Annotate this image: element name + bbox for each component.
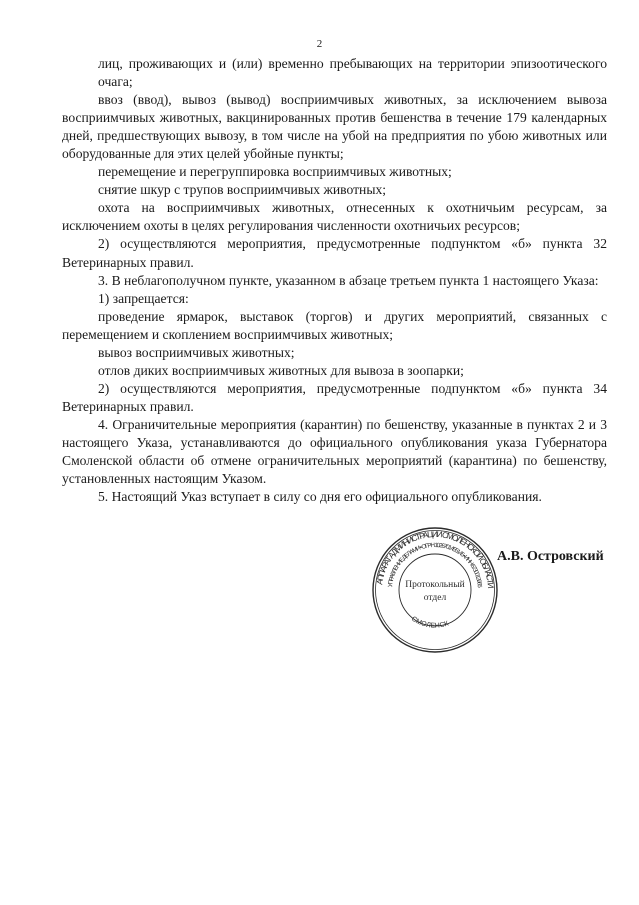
paragraph: 2) осуществляются мероприятия, предусмотренные подпунктом «б» пункта 32 Ветеринарных правил. bbox=[62, 236, 607, 270]
paragraph: 2) осуществляются мероприятия, предусмотренные подпунктом «б» пункта 34 Ветеринарных правил. bbox=[62, 380, 607, 414]
paragraph: 4. Ограничительные мероприятия (карантин) по бешенству, указанные в пунктах 2 и 3 настоящего Указа, устанавливаются до официального опубликования указа Губернатора Смоленской области об отмене ограничительных мероприятий (карантина) по бешенству, установленных настоящим Указом. bbox=[62, 416, 607, 487]
paragraph: лиц, проживающих и (или) временно пребывающих на территории эпизоотического очага; bbox=[98, 56, 607, 90]
official-stamp bbox=[370, 525, 500, 655]
stamp-center-line2: отдел bbox=[423, 593, 447, 603]
paragraph: перемещение и перегруппировка восприимчивых животных; bbox=[98, 164, 452, 180]
paragraph: охота на восприимчивых животных, отнесенных к охотничьим ресурсам, за исключением охоты в целях регулирования численности охотничьих ресурсов; bbox=[62, 200, 607, 234]
stamp-inner-text: УПРАВЛЕНИЕ ДЕЛАМИ • ОГРН 1026701455145 • ИНН 6730013965 bbox=[387, 541, 483, 589]
paragraph: вывоз восприимчивых животных; bbox=[98, 344, 295, 360]
page-number: 2 bbox=[316, 38, 323, 50]
paragraph: отлов диких восприимчивых животных для вывоза в зоопарки; bbox=[98, 362, 464, 378]
paragraph: снятие шкур с трупов восприимчивых животных; bbox=[98, 182, 387, 198]
stamp-bottom-text: СМОЛЕНСК bbox=[409, 615, 450, 630]
stamp-center-line1: Протокольный bbox=[405, 580, 465, 590]
paragraph: 1) запрещается: bbox=[98, 290, 189, 306]
paragraph: проведение ярмарок, выставок (торгов) и других мероприятий, связанных с перемещением и скоплением восприимчивых животных; bbox=[62, 308, 607, 342]
signature-name: А.В. Островский bbox=[497, 549, 604, 564]
paragraph: 3. В неблагополучном пункте, указанном в абзаце третьем пункта 1 настоящего Указа: bbox=[98, 272, 599, 288]
document-body bbox=[62, 55, 607, 506]
paragraph: ввоз (ввод), вывоз (вывод) восприимчивых животных, за исключением вывоза восприимчивых животных, вакцинированных против бешенства в течение 179 календарных дней, предшествующих вывозу, в том числе на убой на предприятия по убою животных или оборудованные для этих целей убойные пункты; bbox=[62, 92, 607, 162]
stamp-outer-text: АППАРАТ АДМИНИСТРАЦИИ СМОЛЕНСКОЙ ОБЛАСТИ bbox=[375, 529, 496, 589]
paragraph: 5. Настоящий Указ вступает в силу со дня его официального опубликования. bbox=[98, 489, 542, 505]
